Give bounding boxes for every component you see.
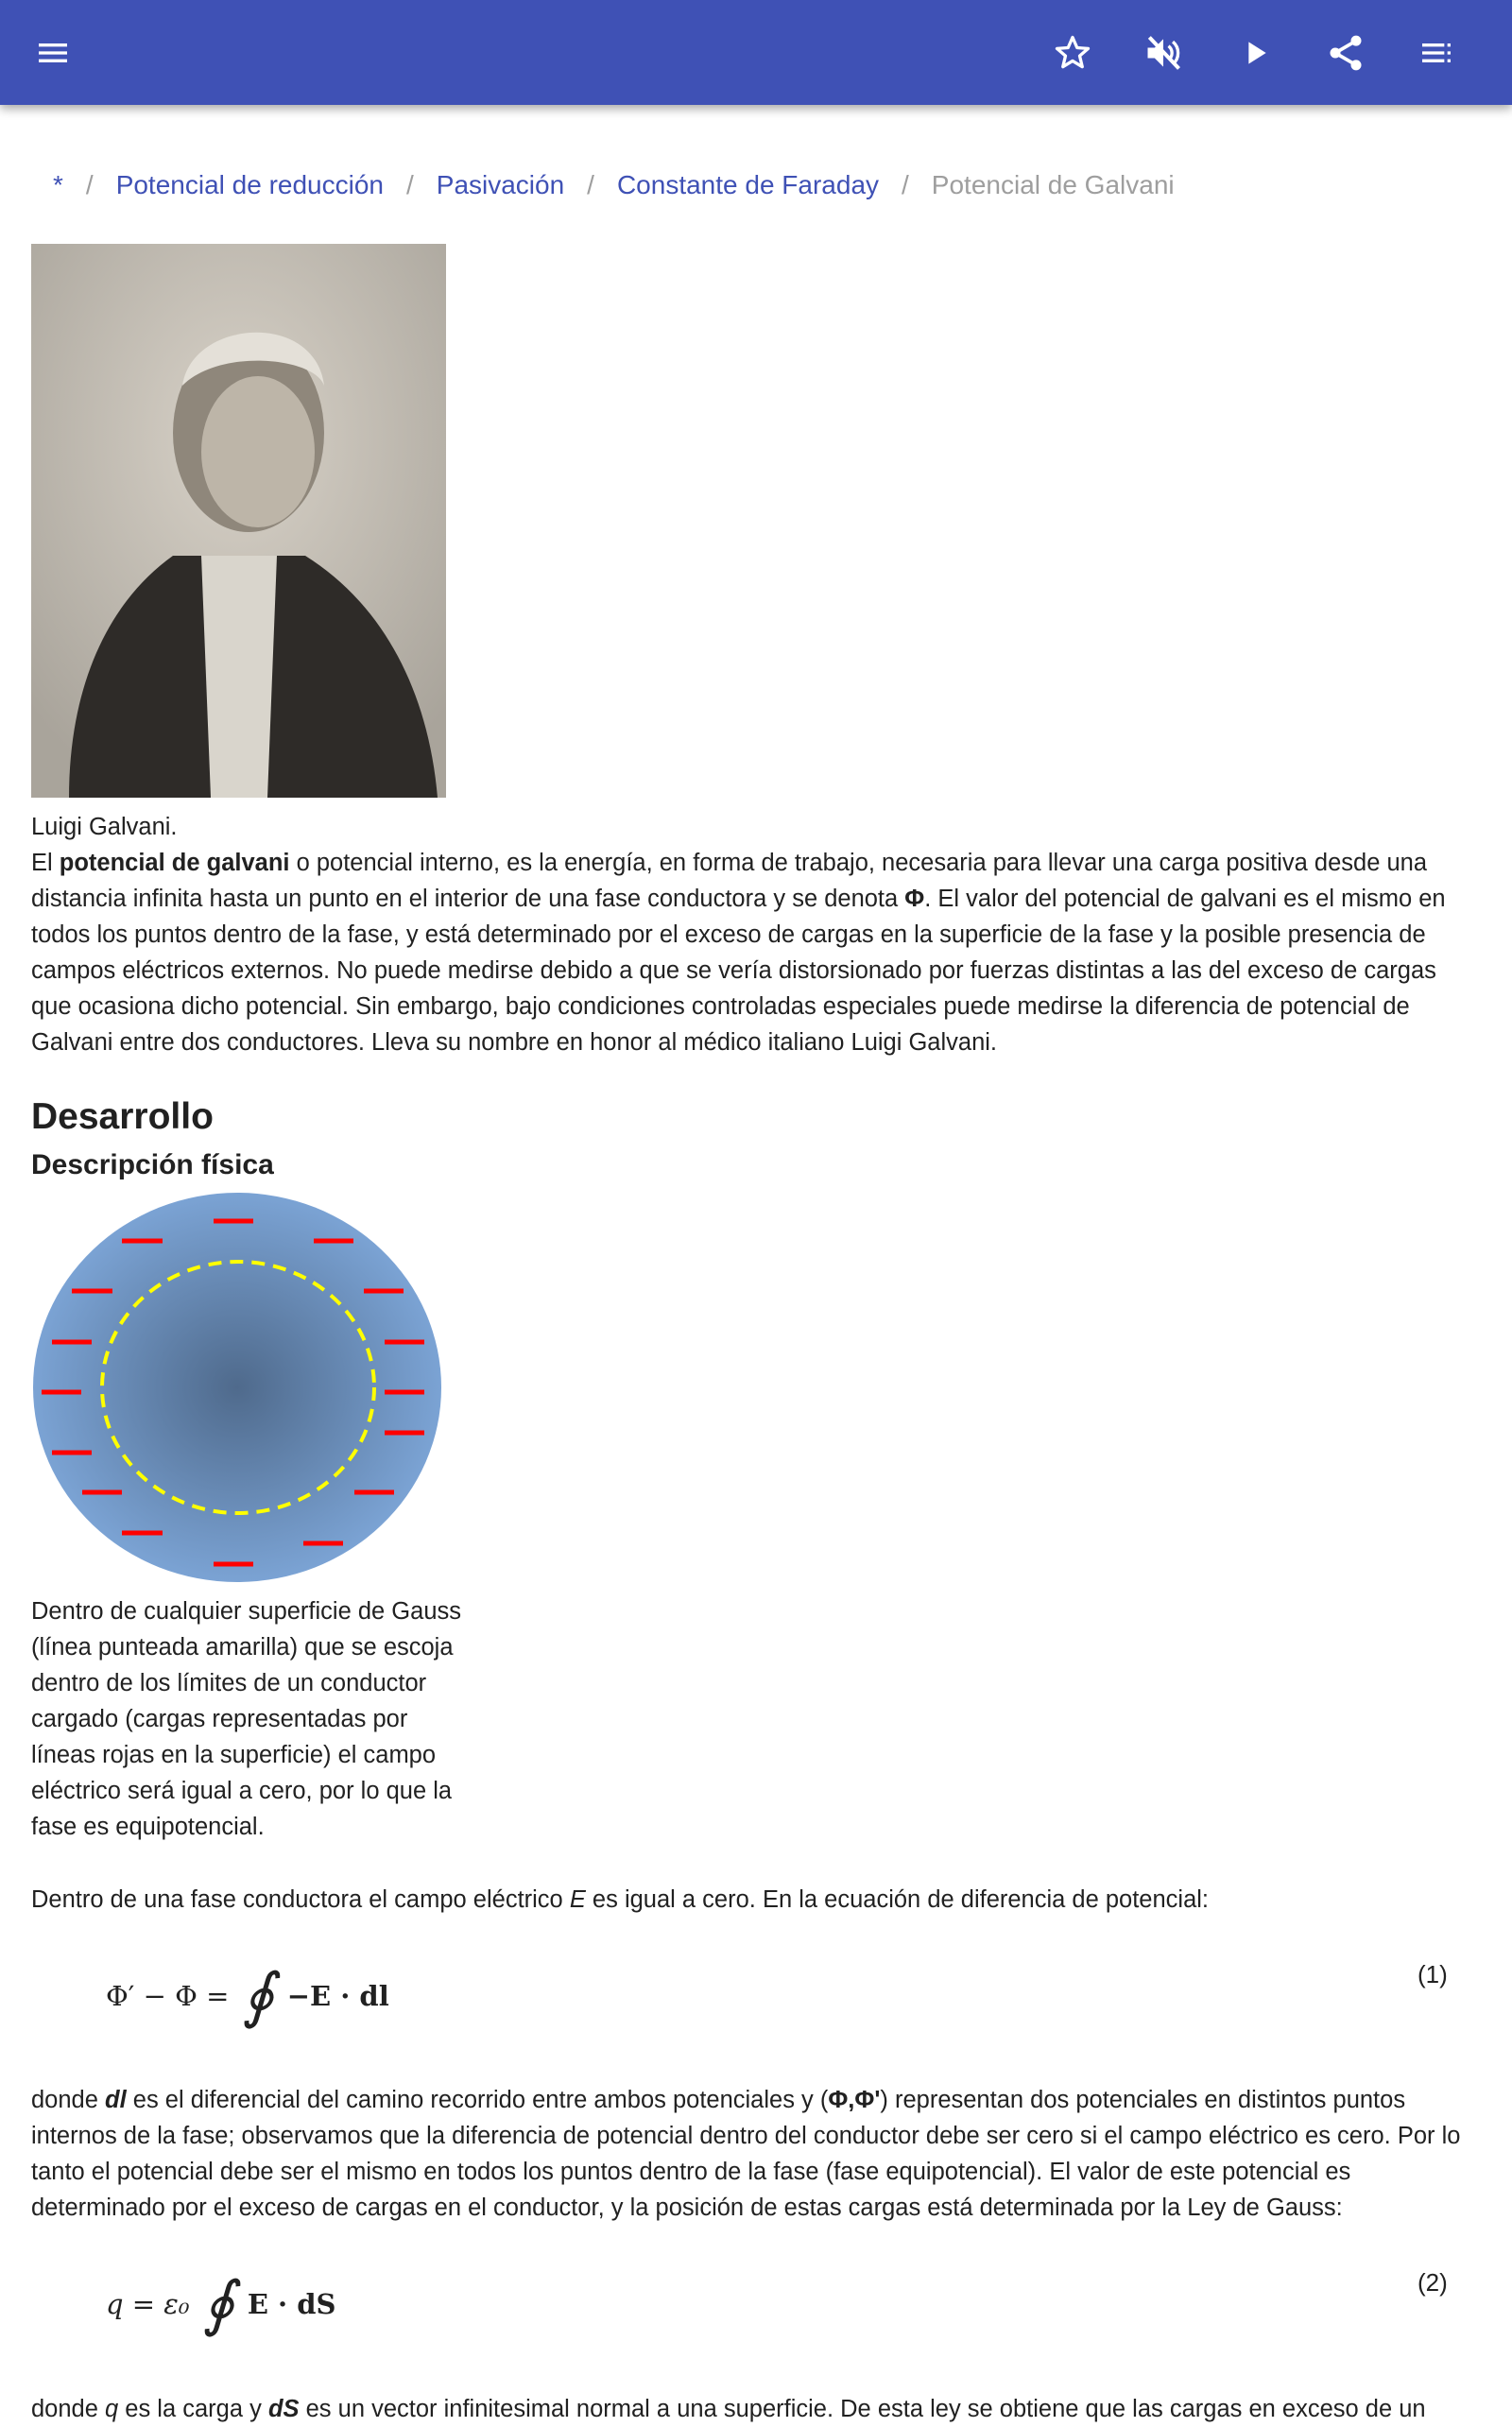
equation-1 [106,1956,389,2036]
text: es igual a cero. En la ecuación de diferencia de potencial: [585,1886,1210,1913]
text: ) representan dos potenciales en distintos puntos internos de la fase; observamos que la diferencia de potencial dentro del conductor debe ser cero si el campo eléctrico es cero. Por lo tanto el potencial debe ser el mismo en todos los puntos dentro de la fase (fase equipotencial). El valor de este potencial es determinado por el exceso de cargas en el conductor, y la posición de estas cargas está determinada por la Ley de Gauss: [31,2087,1461,2221]
var-q: q [105,2396,119,2422]
text: Dentro de una fase conductora el campo eléctrico [31,1886,570,1913]
section-heading: Desarrollo [31,1096,214,1137]
contour-integral-symbol: ∮ [202,2269,234,2339]
phi-symbol: Φ [904,886,925,912]
paragraph-potential [31,2082,1486,2226]
play-icon[interactable] [1228,26,1281,79]
conductor-diagram[interactable] [28,1191,454,1588]
term-potencial-galvani: potencial de galvani [59,850,290,876]
paragraph-gauss [31,2391,1505,2427]
var-dl: dl [105,2087,127,2113]
eq-rhs: E · dS [247,2288,336,2320]
intro-paragraph [31,845,1477,1060]
breadcrumb-constante-faraday[interactable]: Constante de Faraday [616,170,880,199]
breadcrumb-separator: / [902,170,909,199]
equation-2 [106,2264,335,2344]
equation-number: (2) [1418,2268,1448,2297]
breadcrumb-pasivacion[interactable]: Pasivación [436,170,565,199]
share-icon[interactable] [1319,26,1372,79]
portrait-image[interactable] [31,244,446,798]
eq-rhs: −E · dl [286,1980,389,2012]
var-phi: Φ,Φ' [828,2087,881,2113]
text: El [31,850,60,876]
text: es un vector infinitesimal normal a una superficie. De esta ley se obtiene que las cargas en exceso de un [299,2396,1426,2422]
breadcrumb [53,170,1175,200]
contour-integral-symbol: ∮ [242,1961,274,2031]
text: es la carga y [118,2396,268,2422]
breadcrumb-current: Potencial de Galvani [931,170,1175,199]
diagram-caption: Dentro de cualquier superficie de Gauss (línea punteada amarilla) que se escoja dentro de los límites de un conductor cargado (cargas representadas por líneas rojas en la superficie) el campo eléctrico será igual a cero, por lo que la fase es equipotencial. [31,1598,462,1840]
var-ds: dS [267,2396,300,2422]
var-e: E [569,1886,586,1913]
breadcrumb-separator: / [405,170,414,199]
breadcrumb-home[interactable]: * [53,170,63,199]
text: donde [31,2087,105,2113]
subsection-heading: Descripción física [31,1149,274,1180]
eq-lhs: Φ′ − Φ = [106,1980,230,2012]
text: es el diferencial del camino recorrido entre ambos potenciales y ( [126,2087,829,2113]
menu-icon[interactable] [26,26,79,79]
text: o potencial interno, es la energía, en forma de trabajo, necesaria para llevar una carga positiva desde una distancia infinita hasta un punto en el interior de una fase conductora y se denota [31,850,1428,912]
app-toolbar [0,0,1512,105]
playlist-icon[interactable] [1410,26,1463,79]
efield-sentence [31,1882,1486,1918]
equation-number: (1) [1418,1960,1448,1988]
breadcrumb-separator: / [587,170,594,199]
eq-lhs: q = ε₀ [106,2288,190,2320]
breadcrumb-potencial-reduccion[interactable]: Potencial de reducción [115,170,384,199]
star-icon[interactable] [1046,26,1099,79]
text: donde [31,2396,105,2422]
volume-off-icon[interactable] [1137,26,1190,79]
conductor-body [33,1193,441,1582]
portrait-caption: Luigi Galvani. [31,814,178,840]
breadcrumb-separator: / [85,170,94,199]
text: . El valor del potencial de galvani es el mismo en todos los puntos dentro de la fase, y está determinado por el exceso de cargas en la superficie de la fase y la posible presencia de campos eléctricos externos. No puede medirse debido a que se vería distorsionado por fuerzas distintas a las del exceso de cargas que ocasiona dicho potencial. Sin embargo, bajo condiciones controladas especiales puede medirse la diferencia de potencial de Galvani entre dos conductores. Lleva su nombre en honor al médico italiano Luigi Galvani. [31,886,1446,1056]
